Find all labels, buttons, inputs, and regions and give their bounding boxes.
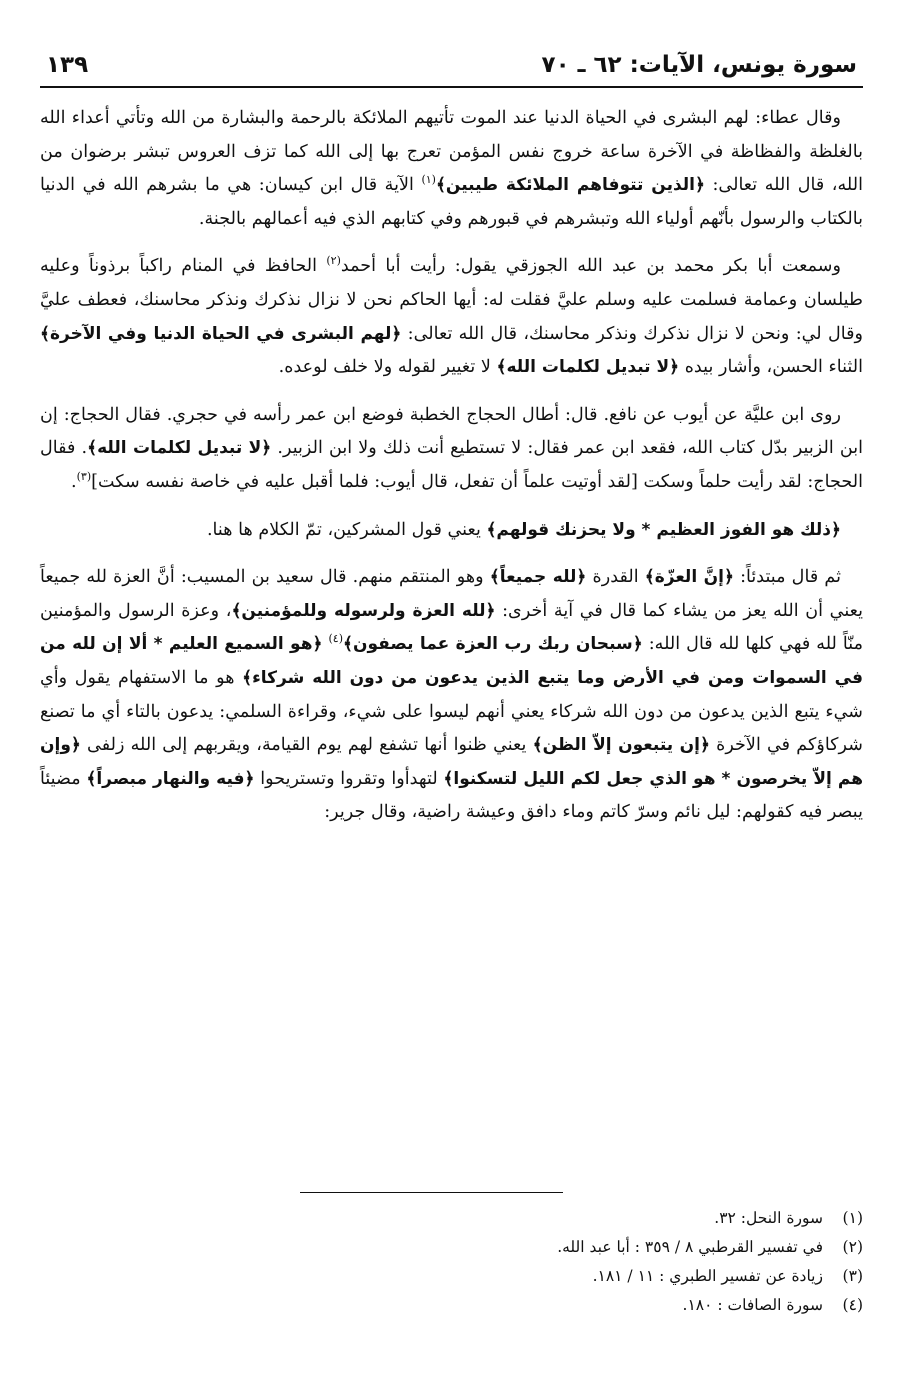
paragraph-jawzaqi	[40, 250, 863, 384]
footnote-number: (٢)	[842, 1238, 863, 1256]
footnote-ref: (٢)	[326, 254, 341, 268]
quran-quote: ﴿إن يتبعون إلاّ الظن﴾	[532, 735, 710, 756]
text-run: ، وعزة الرسول والمؤمنين منّاً لله فهي كلها لله قال الله:	[40, 600, 863, 655]
quran-quote: ﴿هو السميع العليم * ألا إن لله من في السموات ومن في الأرض وما يتبع الذين يدعون من دون الله شركاء﴾	[40, 634, 863, 688]
text-run: وهو المنتقم منهم. قال سعيد بن المسيب: أنَّ العزة لله جميعاً يعني أن الله يعز من يشاء كما قال في آية أخرى:	[40, 567, 864, 621]
text-run: ثم قال مبتدئاً:	[733, 567, 841, 588]
text-run: لا تغيير لقوله ولا خلف لوعده.	[278, 357, 497, 378]
text-run: الآية قال ابن كيسان: هي ما بشرهم الله في الدنيا بالكتاب والرسول بأنّهم أولياء الله وتبشرهم في قبورهم وفي كتابهم الذي فيه أعمالهم بالجنة.	[40, 175, 863, 229]
footnote-text: سورة الصافات : ١٨٠.	[682, 1296, 823, 1314]
quran-quote: ﴿لا تبديل لكلمات الله﴾	[87, 438, 272, 459]
text-run: . فقال الحجاج: لقد رأيت حلماً وسكت [لقد أوتيت علماً أن تفعل، قال أيوب: فلما أقبل عليه في خاصة نفسه سكت]	[40, 438, 863, 492]
page-header	[40, 52, 863, 88]
text-run: القدرة	[586, 567, 645, 588]
footnote-ref: (٤)	[328, 632, 344, 646]
text-run: يعني قول المشركين، تمّ الكلام ها هنا.	[206, 519, 487, 540]
text-run: يعني ظنوا أنها تشفع لهم يوم القيامة، ويقربهم إلى الله زلفى	[80, 735, 533, 756]
quran-quote: ﴿وإن هم إلاّ يخرصون * هو الذي جعل لكم الليل لتسكنوا﴾	[40, 735, 863, 789]
footnote-text: زيادة عن تفسير الطبري : ١١ / ١٨١.	[592, 1267, 823, 1285]
footnote-divider	[300, 1192, 563, 1193]
footnote-number: (٤)	[842, 1296, 863, 1314]
quran-quote: ﴿لا تبديل لكلمات الله﴾	[496, 357, 680, 378]
text-run: وسمعت أبا بكر محمد بن عبد الله الجوزقي يقول: رأيت أبا أحمد	[340, 256, 841, 277]
footnote	[40, 1233, 863, 1262]
page-number: ١٣٩	[46, 52, 89, 78]
text-run: هو ما الاستفهام يقول وأي شيء يتبع الذين يدعون من دون الله شركاء يعني أنهم ليسوا على شيء، وقراءة السلمي: يدعون بالتاء أي ما تصنع شركاؤكم في الآخرة	[40, 667, 864, 756]
quran-quote: ﴿لله العزة ولرسوله وللمؤمنين﴾	[231, 600, 496, 621]
text-run: الثناء الحسن، وأشار بيده	[679, 357, 863, 378]
text-run: الحافظ في المنام راكباً برذوناً وعليه طيلسان وعمامة فسلمت عليه وسلم عليَّ فقلت له: أيها الحاكم نحن لا نزال نذكرك ونذكر محاسنك، فعطف عليَّ وقال لي: ونحن لا نزال نذكرك ونذكر محاسنك، قال الله تعالى:	[40, 256, 863, 344]
footnote-number: (٣)	[842, 1267, 863, 1285]
quran-quote: ﴿فيه والنهار مبصراً﴾	[86, 768, 255, 789]
footnote-text: سورة النحل: ٣٢.	[714, 1209, 823, 1227]
body-text	[40, 102, 863, 830]
footnotes	[40, 1204, 863, 1320]
page	[40, 52, 863, 844]
footnote	[40, 1204, 863, 1233]
footnote-number: (١)	[842, 1209, 863, 1227]
text-run: مضيئاً يبصر فيه كقولهم: ليل نائم وسرّ كاتم وماء دافق وعيشة راضية، وقال جرير:	[40, 768, 863, 823]
text-run: .	[71, 471, 77, 492]
footnote	[40, 1262, 863, 1291]
footnote-ref: (٣)	[76, 470, 92, 484]
text-run: وقال عطاء: لهم البشرى في الحياة الدنيا عند الموت تأتيهم الملائكة بالرحمة والبشارة من الله وتأتي أعداء الله بالغلظة والفظاظة في الآخرة ساعة خروج نفس المؤمن تعرج بها إلى الله كما تزف العروس تبشر برضوان من الله، قال الله تعالى:	[40, 108, 863, 196]
footnote-ref: (١)	[421, 173, 436, 187]
quran-quote: ﴿لله جميعاً﴾	[489, 567, 587, 588]
paragraph-ibn-ulayya	[40, 399, 863, 500]
footnote-text: في تفسير القرطبي ٨ / ٣٥٩ : أبا عبد الله.	[557, 1238, 823, 1256]
paragraph-izza	[40, 561, 863, 830]
quran-quote: ﴿إنَّ العزّة﴾	[644, 567, 734, 588]
quran-quote: ﴿الذين تتوفاهم الملائكة طيبين﴾	[435, 175, 705, 196]
quran-quote: ﴿ذلك هو الفوز العظيم * ولا يحزنك قولهم﴾	[486, 519, 841, 540]
running-title: سورة يونس، الآيات: ٦٢ ـ ٧٠	[541, 52, 857, 78]
paragraph-ata	[40, 102, 863, 236]
footnote	[40, 1291, 863, 1320]
quran-quote: ﴿سبحان ربك رب العزة عما يصفون﴾	[343, 634, 643, 655]
text-run: لتهدأوا وتقروا وتستريحوا	[254, 768, 444, 789]
paragraph-fawz	[40, 514, 863, 548]
text-run: روى ابن عليَّة عن أيوب عن نافع. قال: أطال الحجاج الخطبة فوضع ابن عمر رأسه في حجري. فقال الحجاج: إن ابن الزبير بدّل كتاب الله، فقعد ابن عمر فقال: لا تستطيع أنت ذلك ولا ابن الزبير.	[40, 404, 864, 459]
quran-quote: ﴿لهم البشرى في الحياة الدنيا وفي الآخرة﴾	[40, 323, 402, 344]
